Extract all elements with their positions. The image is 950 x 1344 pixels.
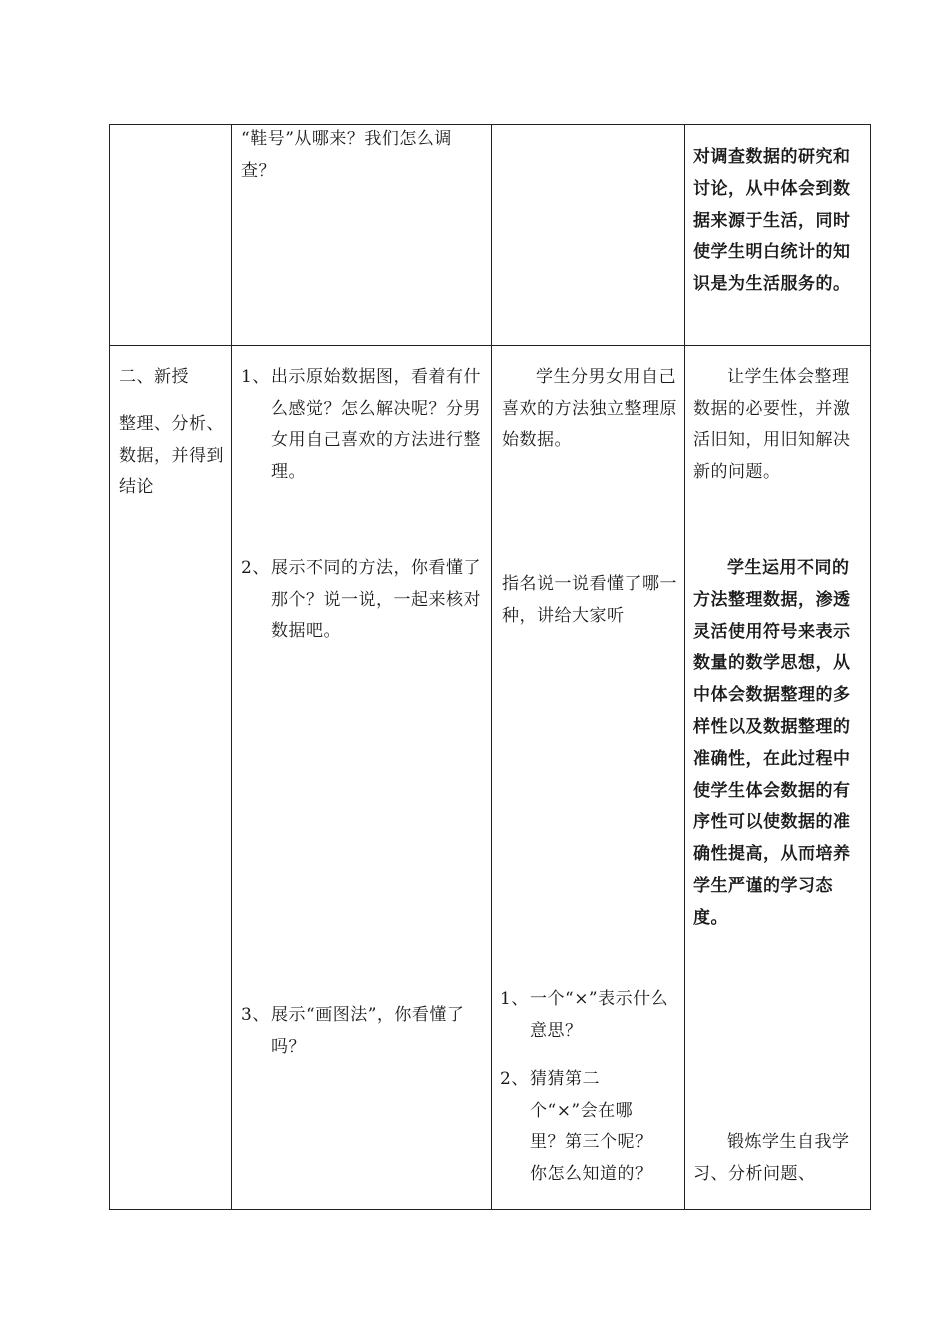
- item-text: 猜猜第二个“×”会在哪里？第三个呢？你怎么知道的？: [530, 1069, 653, 1184]
- student-activity-2: 指名说一说看懂了哪一种，讲给大家听: [502, 574, 677, 626]
- row1-teacher-activity: “鞋号”从哪来？我们怎么调查？: [241, 129, 452, 181]
- row1-design-intent: 对调查数据的研究和讨论，从中体会到数据来源于生活，同时使学生明白统计的知识是为生活服务的。: [693, 147, 851, 295]
- stage-subtitle: 整理、分析、数据，并得到结论: [119, 414, 224, 497]
- item-number: 1、: [500, 989, 529, 1009]
- student-item: [500, 984, 676, 1047]
- stage-title: 二、新授: [119, 367, 189, 387]
- item-number: 2、: [241, 558, 270, 578]
- design-intent-3: 锻炼学生自我学习、分析问题、: [693, 1132, 850, 1184]
- row-divider: [110, 345, 870, 346]
- student-activity-1: 学生分男女用自己喜欢的方法独立整理原始数据。: [502, 367, 677, 450]
- item-number: 2、: [500, 1069, 529, 1089]
- item-number: 3、: [241, 1005, 270, 1025]
- teacher-item: [241, 362, 485, 488]
- column-divider: [491, 125, 492, 1209]
- teacher-item: [241, 1000, 485, 1063]
- column-divider: [231, 125, 232, 1209]
- teacher-item: [241, 553, 485, 648]
- student-item: [500, 1064, 660, 1190]
- design-intent-1: 让学生体会整理数据的必要性，并激活旧知，用旧知解决新的问题。: [693, 367, 851, 482]
- item-text: 展示不同的方法，你看懂了那个？说一说，一起来核对数据吧。: [271, 558, 481, 641]
- column-divider: [684, 125, 685, 1209]
- design-intent-2: 学生运用不同的方法整理数据，渗透灵活使用符号来表示数量的数学思想，从中体会数据整理的多样性以及数据整理的准确性，在此过程中使学生体会数据的有序性可以使数据的准确性提高，从而培养学生严谨的学习态度。: [693, 558, 851, 928]
- item-number: 1、: [241, 367, 270, 387]
- item-text: 展示“画图法”，你看懂了吗？: [271, 1005, 465, 1057]
- item-text: 一个“×”表示什么意思？: [530, 989, 669, 1041]
- item-text: 出示原始数据图，看着有什么感觉？怎么解决呢？分男女用自己喜欢的方法进行整理。: [271, 367, 481, 482]
